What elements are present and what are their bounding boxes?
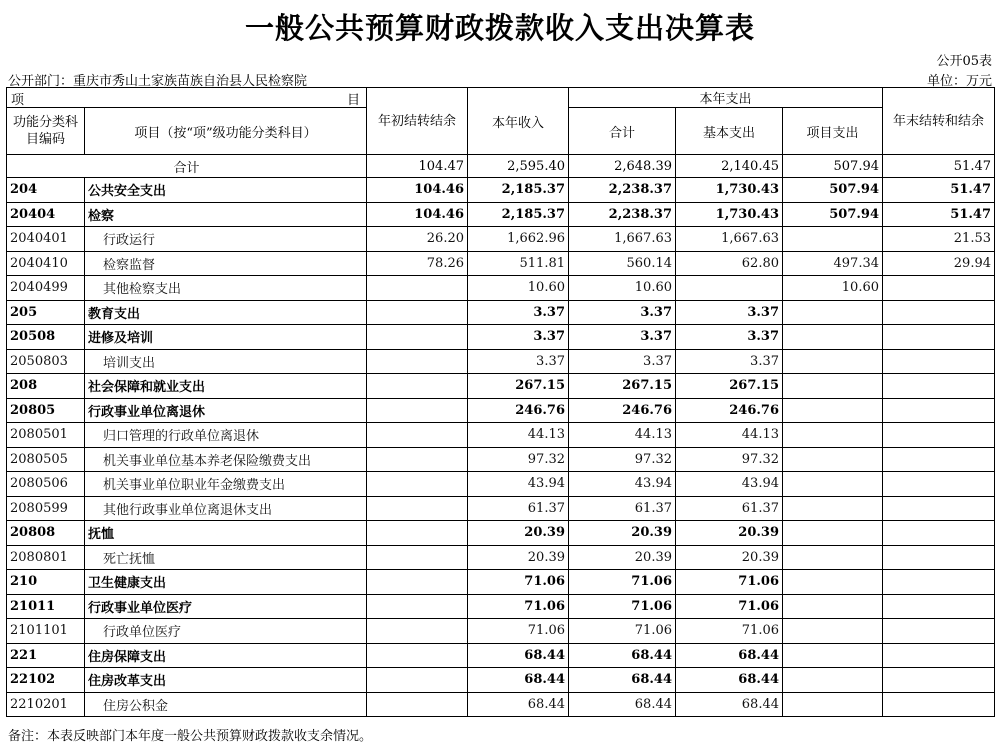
row-basic: 61.37 bbox=[676, 496, 783, 521]
row-code: 2210201 bbox=[7, 692, 85, 717]
row-project bbox=[783, 325, 883, 350]
table-row bbox=[7, 643, 995, 668]
xiang-label: 项 bbox=[11, 93, 25, 108]
row-end bbox=[883, 472, 995, 497]
row-expense-total: 20.39 bbox=[569, 521, 676, 546]
row-expense-total: 2,238.37 bbox=[569, 178, 676, 203]
row-basic: 1,667.63 bbox=[676, 227, 783, 252]
row-basic bbox=[676, 276, 783, 301]
row-basic: 1,730.43 bbox=[676, 178, 783, 203]
row-income: 44.13 bbox=[468, 423, 569, 448]
row-code: 2040499 bbox=[7, 276, 85, 301]
row-name: 进修及培训 bbox=[85, 325, 367, 350]
row-begin bbox=[367, 570, 468, 595]
row-income: 2,185.37 bbox=[468, 202, 569, 227]
row-project bbox=[783, 398, 883, 423]
table-row bbox=[7, 300, 995, 325]
row-income: 61.37 bbox=[468, 496, 569, 521]
row-basic: 71.06 bbox=[676, 619, 783, 644]
table-row bbox=[7, 349, 995, 374]
row-project bbox=[783, 472, 883, 497]
total-row bbox=[7, 155, 995, 178]
table-row bbox=[7, 398, 995, 423]
row-end bbox=[883, 668, 995, 693]
table-row bbox=[7, 619, 995, 644]
row-end bbox=[883, 447, 995, 472]
row-end bbox=[883, 619, 995, 644]
row-project bbox=[783, 545, 883, 570]
row-expense-total: 10.60 bbox=[569, 276, 676, 301]
total-basic: 2,140.45 bbox=[676, 155, 783, 178]
row-project: 10.60 bbox=[783, 276, 883, 301]
row-begin bbox=[367, 300, 468, 325]
department-label: 公开部门：重庆市秀山土家族苗族自治县人民检察院 bbox=[8, 74, 308, 89]
row-begin bbox=[367, 668, 468, 693]
total-expense: 2,648.39 bbox=[569, 155, 676, 178]
row-expense-total: 61.37 bbox=[569, 496, 676, 521]
row-expense-total: 68.44 bbox=[569, 692, 676, 717]
row-income: 20.39 bbox=[468, 521, 569, 546]
row-expense-total: 68.44 bbox=[569, 668, 676, 693]
total-label: 合计 bbox=[7, 155, 367, 178]
row-project bbox=[783, 300, 883, 325]
row-basic: 20.39 bbox=[676, 545, 783, 570]
row-begin bbox=[367, 692, 468, 717]
row-end bbox=[883, 643, 995, 668]
row-basic: 68.44 bbox=[676, 643, 783, 668]
page-title: 一般公共预算财政拨款收入支出决算表 bbox=[244, 11, 755, 45]
row-name: 抚恤 bbox=[85, 521, 367, 546]
row-expense-total: 1,667.63 bbox=[569, 227, 676, 252]
row-end bbox=[883, 521, 995, 546]
row-name: 公共安全支出 bbox=[85, 178, 367, 203]
row-begin: 104.46 bbox=[367, 178, 468, 203]
code-header: 功能分类科目编码 bbox=[7, 108, 85, 155]
end-balance-header: 年末结转和结余 bbox=[883, 88, 995, 155]
row-end: 29.94 bbox=[883, 251, 995, 276]
row-begin bbox=[367, 398, 468, 423]
row-code: 204 bbox=[7, 178, 85, 203]
row-income: 3.37 bbox=[468, 300, 569, 325]
row-income: 71.06 bbox=[468, 594, 569, 619]
row-code: 2040401 bbox=[7, 227, 85, 252]
row-name: 行政事业单位离退休 bbox=[85, 398, 367, 423]
row-code: 20808 bbox=[7, 521, 85, 546]
total-end: 51.47 bbox=[883, 155, 995, 178]
row-project bbox=[783, 521, 883, 546]
row-basic: 246.76 bbox=[676, 398, 783, 423]
unit-label: 单位：万元 bbox=[926, 74, 992, 89]
row-basic: 68.44 bbox=[676, 668, 783, 693]
row-project: 507.94 bbox=[783, 178, 883, 203]
row-basic: 20.39 bbox=[676, 521, 783, 546]
row-code: 21011 bbox=[7, 594, 85, 619]
table-row bbox=[7, 447, 995, 472]
row-income: 3.37 bbox=[468, 325, 569, 350]
table-row bbox=[7, 594, 995, 619]
row-project bbox=[783, 643, 883, 668]
row-expense-total: 3.37 bbox=[569, 325, 676, 350]
row-code: 221 bbox=[7, 643, 85, 668]
row-expense-total: 43.94 bbox=[569, 472, 676, 497]
row-code: 2080505 bbox=[7, 447, 85, 472]
row-project bbox=[783, 570, 883, 595]
row-project bbox=[783, 423, 883, 448]
row-basic: 267.15 bbox=[676, 374, 783, 399]
row-income: 43.94 bbox=[468, 472, 569, 497]
row-name: 检察 bbox=[85, 202, 367, 227]
table-row bbox=[7, 692, 995, 717]
row-expense-total: 3.37 bbox=[569, 349, 676, 374]
row-begin bbox=[367, 472, 468, 497]
row-basic: 43.94 bbox=[676, 472, 783, 497]
row-expense-total: 71.06 bbox=[569, 570, 676, 595]
row-income: 68.44 bbox=[468, 692, 569, 717]
row-project bbox=[783, 447, 883, 472]
name-header: 项目（按“项”级功能分类科目） bbox=[85, 108, 367, 155]
table-row bbox=[7, 668, 995, 693]
row-code: 210 bbox=[7, 570, 85, 595]
row-expense-total: 68.44 bbox=[569, 643, 676, 668]
header-row-1 bbox=[7, 88, 995, 108]
row-expense-total: 560.14 bbox=[569, 251, 676, 276]
row-name: 行政事业单位医疗 bbox=[85, 594, 367, 619]
row-expense-total: 2,238.37 bbox=[569, 202, 676, 227]
table-row bbox=[7, 423, 995, 448]
row-name: 死亡抚恤 bbox=[85, 545, 367, 570]
table-row bbox=[7, 545, 995, 570]
row-income: 97.32 bbox=[468, 447, 569, 472]
row-code: 2040410 bbox=[7, 251, 85, 276]
row-end bbox=[883, 496, 995, 521]
row-project bbox=[783, 594, 883, 619]
row-end bbox=[883, 545, 995, 570]
row-income: 246.76 bbox=[468, 398, 569, 423]
row-begin bbox=[367, 349, 468, 374]
row-code: 205 bbox=[7, 300, 85, 325]
row-end bbox=[883, 570, 995, 595]
row-code: 20805 bbox=[7, 398, 85, 423]
row-expense-total: 3.37 bbox=[569, 300, 676, 325]
row-begin bbox=[367, 545, 468, 570]
row-code: 2101101 bbox=[7, 619, 85, 644]
row-code: 2080501 bbox=[7, 423, 85, 448]
row-name: 检察监督 bbox=[85, 251, 367, 276]
row-project bbox=[783, 668, 883, 693]
row-basic: 97.32 bbox=[676, 447, 783, 472]
row-end: 51.47 bbox=[883, 202, 995, 227]
basic-expense-header: 基本支出 bbox=[676, 108, 783, 155]
total-project: 507.94 bbox=[783, 155, 883, 178]
row-project bbox=[783, 496, 883, 521]
row-expense-total: 267.15 bbox=[569, 374, 676, 399]
table-row bbox=[7, 202, 995, 227]
row-basic: 3.37 bbox=[676, 349, 783, 374]
table-row bbox=[7, 178, 995, 203]
row-end: 21.53 bbox=[883, 227, 995, 252]
row-code: 2080599 bbox=[7, 496, 85, 521]
row-begin: 26.20 bbox=[367, 227, 468, 252]
table-row bbox=[7, 472, 995, 497]
row-expense-total: 71.06 bbox=[569, 619, 676, 644]
row-project bbox=[783, 349, 883, 374]
begin-balance-header: 年初结转结余 bbox=[367, 88, 468, 155]
row-income: 10.60 bbox=[468, 276, 569, 301]
row-basic: 62.80 bbox=[676, 251, 783, 276]
row-expense-total: 246.76 bbox=[569, 398, 676, 423]
row-income: 267.15 bbox=[468, 374, 569, 399]
table-row bbox=[7, 521, 995, 546]
row-project: 507.94 bbox=[783, 202, 883, 227]
row-basic: 44.13 bbox=[676, 423, 783, 448]
row-name: 机关事业单位基本养老保险缴费支出 bbox=[85, 447, 367, 472]
row-begin bbox=[367, 374, 468, 399]
footnote: 备注：本表反映部门本年度一般公共预算财政拨款收支余情况。 bbox=[8, 729, 373, 744]
row-basic: 71.06 bbox=[676, 594, 783, 619]
table-row bbox=[7, 276, 995, 301]
row-begin bbox=[367, 594, 468, 619]
row-name: 行政单位医疗 bbox=[85, 619, 367, 644]
row-begin bbox=[367, 276, 468, 301]
row-name: 住房保障支出 bbox=[85, 643, 367, 668]
total-income: 2,595.40 bbox=[468, 155, 569, 178]
row-basic: 68.44 bbox=[676, 692, 783, 717]
row-income: 2,185.37 bbox=[468, 178, 569, 203]
row-income: 71.06 bbox=[468, 619, 569, 644]
table-row bbox=[7, 251, 995, 276]
xiangmu-header bbox=[7, 88, 367, 108]
row-basic: 3.37 bbox=[676, 300, 783, 325]
row-begin bbox=[367, 643, 468, 668]
row-project bbox=[783, 374, 883, 399]
row-name: 培训支出 bbox=[85, 349, 367, 374]
row-begin bbox=[367, 423, 468, 448]
expense-total-header: 合计 bbox=[569, 108, 676, 155]
row-end bbox=[883, 276, 995, 301]
row-name: 社会保障和就业支出 bbox=[85, 374, 367, 399]
row-end bbox=[883, 398, 995, 423]
row-income: 1,662.96 bbox=[468, 227, 569, 252]
row-income: 511.81 bbox=[468, 251, 569, 276]
budget-table bbox=[6, 87, 995, 717]
table-row bbox=[7, 227, 995, 252]
row-begin bbox=[367, 447, 468, 472]
row-basic: 71.06 bbox=[676, 570, 783, 595]
row-code: 20404 bbox=[7, 202, 85, 227]
row-name: 行政运行 bbox=[85, 227, 367, 252]
row-begin bbox=[367, 496, 468, 521]
row-income: 71.06 bbox=[468, 570, 569, 595]
row-begin: 78.26 bbox=[367, 251, 468, 276]
row-name: 其他行政事业单位离退休支出 bbox=[85, 496, 367, 521]
row-code: 20508 bbox=[7, 325, 85, 350]
row-name: 教育支出 bbox=[85, 300, 367, 325]
row-end bbox=[883, 423, 995, 448]
total-begin: 104.47 bbox=[367, 155, 468, 178]
row-project: 497.34 bbox=[783, 251, 883, 276]
row-end: 51.47 bbox=[883, 178, 995, 203]
row-income: 68.44 bbox=[468, 668, 569, 693]
row-income: 20.39 bbox=[468, 545, 569, 570]
row-name: 机关事业单位职业年金缴费支出 bbox=[85, 472, 367, 497]
row-expense-total: 20.39 bbox=[569, 545, 676, 570]
row-name: 归口管理的行政单位离退休 bbox=[85, 423, 367, 448]
row-end bbox=[883, 300, 995, 325]
row-income: 3.37 bbox=[468, 349, 569, 374]
table-row bbox=[7, 570, 995, 595]
expense-group-header: 本年支出 bbox=[569, 88, 883, 108]
project-expense-header: 项目支出 bbox=[783, 108, 883, 155]
row-expense-total: 97.32 bbox=[569, 447, 676, 472]
row-begin bbox=[367, 521, 468, 546]
row-expense-total: 71.06 bbox=[569, 594, 676, 619]
row-end bbox=[883, 374, 995, 399]
row-end bbox=[883, 349, 995, 374]
row-begin bbox=[367, 619, 468, 644]
row-end bbox=[883, 594, 995, 619]
row-project bbox=[783, 227, 883, 252]
row-end bbox=[883, 692, 995, 717]
income-header: 本年收入 bbox=[468, 88, 569, 155]
table-row bbox=[7, 374, 995, 399]
row-code: 2080506 bbox=[7, 472, 85, 497]
mu-label: 目 bbox=[346, 93, 360, 108]
row-code: 2080801 bbox=[7, 545, 85, 570]
row-begin bbox=[367, 325, 468, 350]
row-income: 68.44 bbox=[468, 643, 569, 668]
row-name: 住房改革支出 bbox=[85, 668, 367, 693]
row-project bbox=[783, 692, 883, 717]
row-basic: 3.37 bbox=[676, 325, 783, 350]
row-name: 其他检察支出 bbox=[85, 276, 367, 301]
table-row bbox=[7, 325, 995, 350]
row-code: 2050803 bbox=[7, 349, 85, 374]
row-code: 208 bbox=[7, 374, 85, 399]
table-row bbox=[7, 496, 995, 521]
row-end bbox=[883, 325, 995, 350]
row-basic: 1,730.43 bbox=[676, 202, 783, 227]
row-begin: 104.46 bbox=[367, 202, 468, 227]
row-name: 卫生健康支出 bbox=[85, 570, 367, 595]
form-number: 公开05表 bbox=[936, 54, 992, 69]
row-code: 22102 bbox=[7, 668, 85, 693]
row-project bbox=[783, 619, 883, 644]
row-expense-total: 44.13 bbox=[569, 423, 676, 448]
row-name: 住房公积金 bbox=[85, 692, 367, 717]
